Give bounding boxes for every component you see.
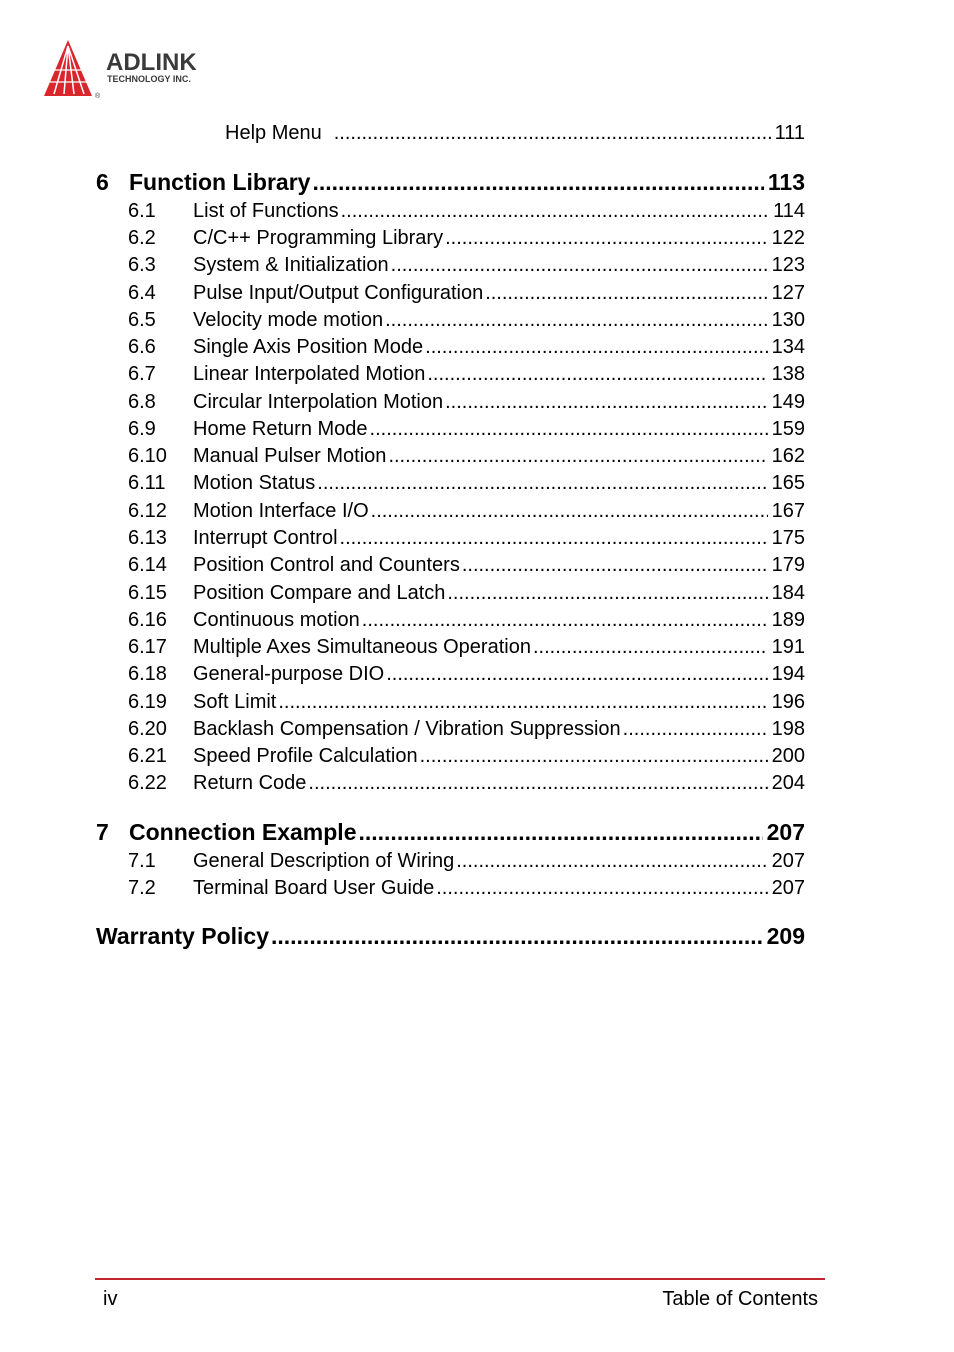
toc-warranty-policy[interactable] xyxy=(96,923,805,950)
logo-subtitle: TECHNOLOGY INC. xyxy=(107,74,191,84)
entry-page: 127 xyxy=(771,282,805,304)
toc-entry-help-menu[interactable] xyxy=(225,122,805,145)
toc-entry[interactable] xyxy=(128,772,805,795)
chapter-title: Function Library xyxy=(129,169,311,195)
toc-entry[interactable] xyxy=(128,718,805,741)
entry-page: 138 xyxy=(771,363,805,385)
entry-page: 162 xyxy=(771,445,805,467)
toc-entry[interactable] xyxy=(128,336,805,359)
dot-leader xyxy=(340,527,768,550)
dot-leader xyxy=(445,227,768,250)
chapter-page: 207 xyxy=(766,819,805,845)
entry-number: 6.12 xyxy=(128,500,167,522)
adlink-triangle-logo-icon xyxy=(44,40,92,96)
toc-entry[interactable] xyxy=(128,500,805,523)
chapter-number: 6 xyxy=(96,169,109,195)
dot-leader xyxy=(370,418,768,441)
chapter-number: 7 xyxy=(96,819,109,845)
toc-entry[interactable] xyxy=(128,663,805,686)
toc-entry[interactable] xyxy=(128,582,805,605)
entry-title: Multiple Axes Simultaneous Operation xyxy=(193,636,531,658)
entry-number: 6.5 xyxy=(128,309,156,331)
entry-number: 6.21 xyxy=(128,745,167,767)
entry-page: 207 xyxy=(771,850,805,872)
entry-number: 6.13 xyxy=(128,527,167,549)
toc-entry[interactable] xyxy=(128,363,805,386)
entry-number: 6.8 xyxy=(128,391,156,413)
toc-entry[interactable] xyxy=(128,527,805,550)
entry-page: 130 xyxy=(771,309,805,331)
entry-number: 6.2 xyxy=(128,227,156,249)
entry-title: Position Control and Counters xyxy=(193,554,460,576)
toc-entry[interactable] xyxy=(128,877,805,900)
entry-page: 167 xyxy=(771,500,805,522)
entry-title: Motion Status xyxy=(193,472,316,494)
entry-page: 184 xyxy=(771,582,805,604)
dot-leader xyxy=(341,200,769,223)
entry-number: 6.20 xyxy=(128,718,167,740)
entry-page: 200 xyxy=(771,745,805,767)
toc-entry[interactable] xyxy=(128,254,805,277)
entry-title: Pulse Input/Output Configuration xyxy=(193,282,484,304)
entry-number: 6.14 xyxy=(128,554,167,576)
entry-number: 6.1 xyxy=(128,200,156,222)
entry-title: Continuous motion xyxy=(193,609,360,631)
entry-page: 179 xyxy=(771,554,805,576)
entry-page: 149 xyxy=(771,391,805,413)
dot-leader xyxy=(312,169,763,196)
entry-page: 122 xyxy=(771,227,805,249)
entry-title: Return Code xyxy=(193,772,307,794)
toc-entry-page: 111 xyxy=(774,122,805,144)
footer-rule xyxy=(95,1278,825,1280)
entry-page: 165 xyxy=(771,472,805,494)
dot-leader xyxy=(623,718,768,741)
chapter-title: Warranty Policy xyxy=(96,923,269,949)
entry-title: Interrupt Control xyxy=(193,527,338,549)
entry-title: Terminal Board User Guide xyxy=(193,877,435,899)
dot-leader xyxy=(533,636,768,659)
toc-entry[interactable] xyxy=(128,554,805,577)
entry-page: 175 xyxy=(771,527,805,549)
dot-leader xyxy=(445,391,768,414)
footer-section-title: Table of Contents xyxy=(662,1288,818,1310)
entry-page: 191 xyxy=(771,636,805,658)
entry-page: 159 xyxy=(771,418,805,440)
dot-leader xyxy=(485,282,767,305)
toc-entry[interactable] xyxy=(128,227,805,250)
entry-number: 6.9 xyxy=(128,418,156,440)
footer-page-number: iv xyxy=(103,1288,118,1310)
entry-title: C/C++ Programming Library xyxy=(193,227,444,249)
toc-entry[interactable] xyxy=(128,850,805,873)
entry-title: Soft Limit xyxy=(193,691,277,713)
entry-title: Home Return Mode xyxy=(193,418,368,440)
entry-title: Manual Pulser Motion xyxy=(193,445,387,467)
toc-entry[interactable] xyxy=(128,200,805,223)
entry-number: 6.18 xyxy=(128,663,167,685)
entry-number: 6.7 xyxy=(128,363,156,385)
dot-leader xyxy=(388,445,767,468)
entry-number: 6.15 xyxy=(128,582,167,604)
entry-number: 6.16 xyxy=(128,609,167,631)
entry-title: General-purpose DIO xyxy=(193,663,385,685)
toc-entry[interactable] xyxy=(128,636,805,659)
dot-leader xyxy=(425,336,767,359)
entry-number: 6.11 xyxy=(128,472,166,494)
dot-leader xyxy=(427,363,767,386)
entry-title: Linear Interpolated Motion xyxy=(193,363,426,385)
toc-entry[interactable] xyxy=(128,445,805,468)
toc-entry[interactable] xyxy=(128,691,805,714)
logo-brand: ADLINK xyxy=(106,49,197,76)
entry-number: 7.2 xyxy=(128,877,156,899)
dot-leader xyxy=(358,819,762,846)
entry-title: Circular Interpolation Motion xyxy=(193,391,444,413)
dot-leader xyxy=(462,554,768,577)
entry-title: Motion Interface I/O xyxy=(193,500,369,522)
entry-number: 6.22 xyxy=(128,772,167,794)
entry-page: 189 xyxy=(771,609,805,631)
entry-page: 114 xyxy=(773,200,805,222)
toc-chapter-7[interactable] xyxy=(96,819,805,846)
entry-page: 207 xyxy=(771,877,805,899)
entry-number: 6.17 xyxy=(128,636,167,658)
toc-entry-title: Help Menu xyxy=(225,122,322,144)
dot-leader xyxy=(271,923,763,950)
toc-entry[interactable] xyxy=(128,282,805,305)
toc-entry[interactable] xyxy=(128,391,805,414)
entry-title: System & Initialization xyxy=(193,254,389,276)
dot-leader xyxy=(456,850,767,873)
dot-leader xyxy=(436,877,767,900)
entry-page: 123 xyxy=(771,254,805,276)
entry-number: 6.10 xyxy=(128,445,167,467)
entry-page: 198 xyxy=(771,718,805,740)
dot-leader xyxy=(447,582,767,605)
dot-leader xyxy=(362,609,768,632)
entry-number: 6.19 xyxy=(128,691,167,713)
dot-leader xyxy=(317,472,767,495)
entry-number: 6.4 xyxy=(128,282,156,304)
entry-page: 194 xyxy=(771,663,805,685)
adlink-logo xyxy=(40,38,240,100)
chapter-page: 209 xyxy=(766,923,805,949)
entry-title: Single Axis Position Mode xyxy=(193,336,424,358)
dot-leader xyxy=(308,772,767,795)
entry-number: 6.3 xyxy=(128,254,156,276)
dot-leader xyxy=(334,122,771,145)
dot-leader xyxy=(385,309,768,332)
chapter-title: Connection Example xyxy=(129,819,357,845)
entry-page: 204 xyxy=(771,772,805,794)
entry-page: 196 xyxy=(771,691,805,713)
toc-entry[interactable] xyxy=(128,418,805,441)
entry-title: List of Functions xyxy=(193,200,339,222)
entry-title: Position Compare and Latch xyxy=(193,582,446,604)
dot-leader xyxy=(371,500,768,523)
entry-page: 134 xyxy=(771,336,805,358)
chapter-page: 113 xyxy=(767,169,805,195)
toc-entry[interactable] xyxy=(128,472,805,495)
entry-title: Backlash Compensation / Vibration Suppression xyxy=(193,718,621,740)
entry-number: 6.6 xyxy=(128,336,156,358)
entry-title: Velocity mode motion xyxy=(193,309,384,331)
registered-mark: ® xyxy=(95,93,101,100)
dot-leader xyxy=(420,745,768,768)
toc-entry[interactable] xyxy=(128,745,805,768)
dot-leader xyxy=(391,254,768,277)
toc-entry[interactable] xyxy=(128,309,805,332)
entry-number: 7.1 xyxy=(128,850,156,872)
dot-leader xyxy=(386,663,767,686)
toc-entry[interactable] xyxy=(128,609,805,632)
entry-title: Speed Profile Calculation xyxy=(193,745,418,767)
dot-leader xyxy=(278,691,767,714)
toc-chapter-6[interactable] xyxy=(96,169,805,196)
entry-title: General Description of Wiring xyxy=(193,850,455,872)
